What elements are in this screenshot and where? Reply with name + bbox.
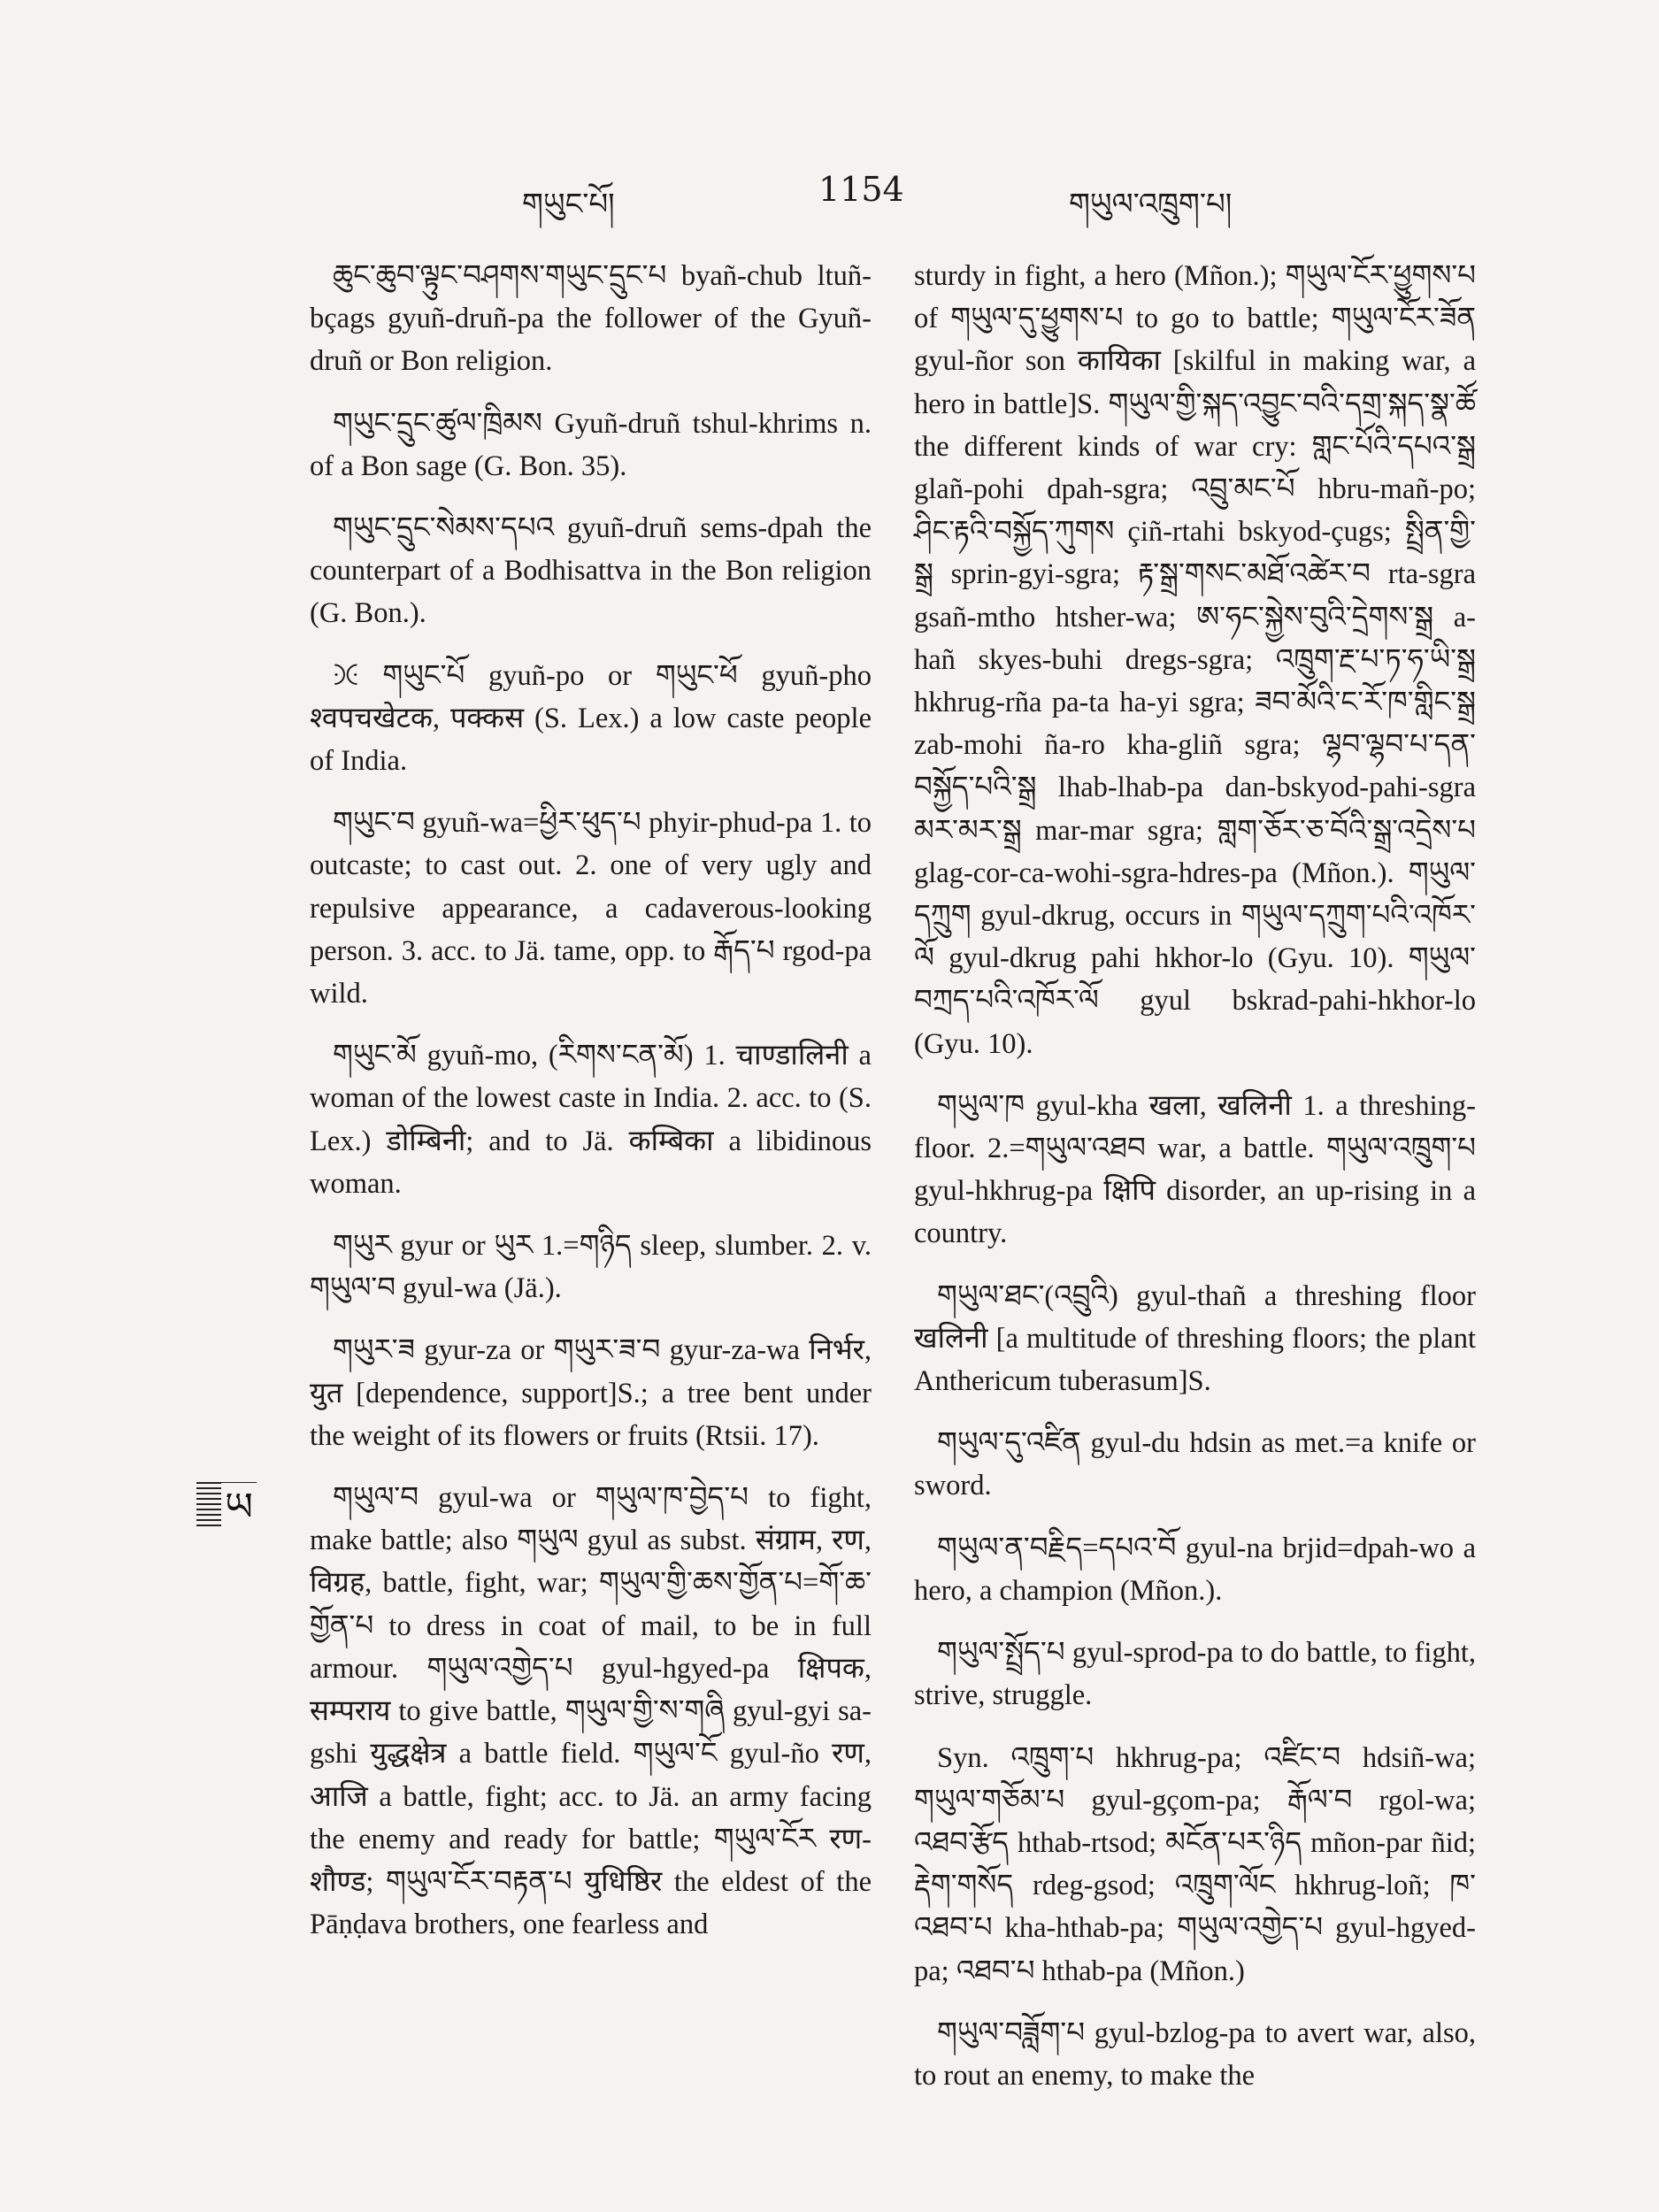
entry: གཡུར gyur or ཡུར 1.=གཉིད sleep, slumber. 2. v. གཡུལ་བ gyul-wa (Jä.). xyxy=(310,1230,872,1305)
entry: གཡུལ་སྤྲོད་པ gyul-sprod-pa to do battle, to fight, strive, struggle. xyxy=(914,1637,1476,1712)
entry: Syn. འཁྲུག་པ hkhrug-pa; འཛིང་བ hdsiñ-wa; གཡུལ་གཅོམ་པ gyul-gçom-pa; རྒོལ་བ rgol-wa; འཐབ་རྩོད hthab-rtsod; མངོན་པར་ཉིད mñon-par ñid; རྡེག་གསོད rdeg-gsod; འཁྲུག་ལོང hkhrug-loñ; ཁ་འཐབ་པ kha-hthab-pa; གཡུལ་འགྱེད་པ gyul-hgyed-pa; འཐབ་པ hthab-pa (Mñon.) xyxy=(914,1741,1476,1987)
margin-letter: ཡ xyxy=(225,1485,253,1529)
running-header-left: གཡུང་པོ། xyxy=(522,188,615,221)
entry: གཡུལ་དུ་འཛིན gyul-du hdsin as met.=a knife or sword. xyxy=(914,1427,1476,1502)
section-letter-marker xyxy=(196,1478,257,1529)
entry: གཡུང་བ gyuñ-wa=ཕྱིར་ཕུད་པ phyir-phud-pa 1. to outcaste; to cast out. 2. one of very ugly and repulsive appearance, a cadaverous-looking person. 3. acc. to Jä. tame, opp. to རྒོད་པ rgod-pa wild. xyxy=(310,807,872,1010)
entry: sturdy in fight, a hero (Mñon.); གཡུལ་ངོར་ཕྱུགས་པ of གཡུལ་དུ་ཕྱུགས་པ to go to battle; གཡུལ་ངོར་ཟོན gyul-ñor son कायिका [skilful in making war, a hero in battle]S. གཡུལ་གྱི་སྐད་འབྱུང་བའི་དགྲ་སྐད་སྣ་ཚོ the different kinds of war cry: གླང་པོའི་དཔའ་སྒྲ glañ-pohi dpah-sgra; འབྲུ་མང་པོ hbru-mañ-po; ཤིང་རྟའི་བསྐྱོད་ཀུགས çiñ-rtahi bskyod-çugs; སྤྲིན་གྱི་སྒྲ sprin-gyi-sgra; རྟ་སྒྲ་གསང་མཐོ་འཚེར་བ rta-sgra gsañ-mtho htsher-wa; ཨ་ཧང་སྐྱེས་བུའི་དྲེགས་སྒྲ a-hañ skyes-buhi dregs-sgra; འཁྲུག་རྔ་པ་ཏ་ཧ་ཡི་སྒྲ hkhrug-rña pa-ta ha-yi sgra; ཟབ་མོའི་ང་རོ་ཁ་གླིང་སྒྲ zab-mohi ña-ro kha-gliñ sgra; ལྷབ་ལྷབ་པ་དན་བསྐྱོད་པའི་སྒྲ lhab-lhab-pa dan-bskyod-pahi-sgra མར་མར་སྒྲ mar-mar sgra; གླག་ཅོར་ཅ་བོའི་སྒྲ་འདྲེས་པ glag-cor-ca-wohi-sgra-hdres-pa (Mñon.). གཡུལ་དཀྲུག gyul-dkrug, occurs in གཡུལ་དཀྲུག་པའི་འཁོར་ལོ gyul-dkrug pahi hkhor-lo (Gyu. 10). གཡུལ་བཀྲད་པའི་འཁོར་ལོ gyul bskrad-pahi-hkhor-lo (Gyu. 10). xyxy=(914,260,1476,1060)
right-column xyxy=(914,255,1476,2116)
running-header-right: གཡུལ་འཁྲུག་པ། xyxy=(1069,188,1233,221)
entry: ཆུང་ཆུབ་ལྟུང་བཤགས་གཡུང་དྲུང་པ byañ-chub ltuñ-bçags gyuñ-druñ-pa the follower of the Gyuñ-druñ or Bon religion. xyxy=(310,260,872,378)
entry: གཡུང་དྲུང་ཚུལ་ཁྲིམས Gyuñ-druñ tshul-khrims n. of a Bon sage (G. Bon. 35). xyxy=(310,407,872,482)
entry: གཡུལ་ཐང་(འབྲུའི) gyul-thañ a threshing floor खलिनी [a multitude of threshing floors; the plant Anthericum tuberasum]S. xyxy=(914,1279,1476,1398)
entry: གཡུལ་ཁ gyul-kha खला, खलिनी 1. a threshing-floor. 2.=གཡུལ་འཐབ war, a battle. གཡུལ་འཁྲུག་པ gyul-hkhrug-pa क्षिपि disorder, an up-rising in a country. xyxy=(914,1089,1476,1250)
entry: གཡུང་དྲུང་སེམས་དཔའ gyuñ-druñ sems-dpah the counterpart of a Bodhisattva in the Bon religion (G. Bon.). xyxy=(310,512,872,630)
entry: གཡུལ་བཟློག་པ gyul-bzlog-pa to avert war, also, to rout an enemy, to make the xyxy=(914,2016,1476,2092)
left-column xyxy=(310,255,872,1965)
entry: གཡུང་མོ gyuñ-mo, (རིགས་ངན་མོ) 1. चाण्डालिनी a woman of the lowest caste in India. 2. acc. to (S. Lex.) डोम्बिनी; and to Jä. कम्बिका a libidinous woman. xyxy=(310,1040,872,1200)
page-number: 1154 xyxy=(818,170,904,209)
entry: གཡུལ་བ gyul-wa or གཡུལ་ཁ་བྱེད་པ to fight, make battle; also གཡུལ gyul as subst. संग्राम, रण, विग्रह, battle, fight, war; གཡུལ་གྱི་ཆས་གྱོན་པ=གོ་ཆ་གྱོན་པ to dress in coat of mail, to be in full armour. གཡུལ་འགྱེད་པ gyul-hgyed-pa क्षिपक, सम्पराय to give battle, གཡུལ་གྱི་ས་གཞི gyul-gyi sa-gshi युद्धक्षेत्र a battle field. གཡུལ་ངོ gyul-ño रण, आजि a battle, fight; acc. to Jä. an army facing the enemy and ready for battle; གཡུལ་ངོར रण-शौण्ड; གཡུལ་ངོར་བརྟན་པ युधिष्ठिर the eldest of the Pāṇḍava brothers, one fearless and xyxy=(310,1482,872,1941)
entry: གཡུལ་ན་བརྗིད=དཔའ་བོ gyul-na brjid=dpah-wo a hero, a champion (Mñon.). xyxy=(914,1532,1476,1607)
entry: ꖻ གཡུང་པོ gyuñ-po or གཡུང་ཕོ gyuñ-pho श्वपचखेटक, पक्कस (S. Lex.) a low caste people of India. xyxy=(310,659,872,778)
entry: གཡུར་ཟ gyur-za or གཡུར་ཟ་བ gyur-za-wa निर्भर, युत [dependence, support]S.; a tree bent under the weight of its flowers or fruits (Rtsii. 17). xyxy=(310,1334,872,1452)
